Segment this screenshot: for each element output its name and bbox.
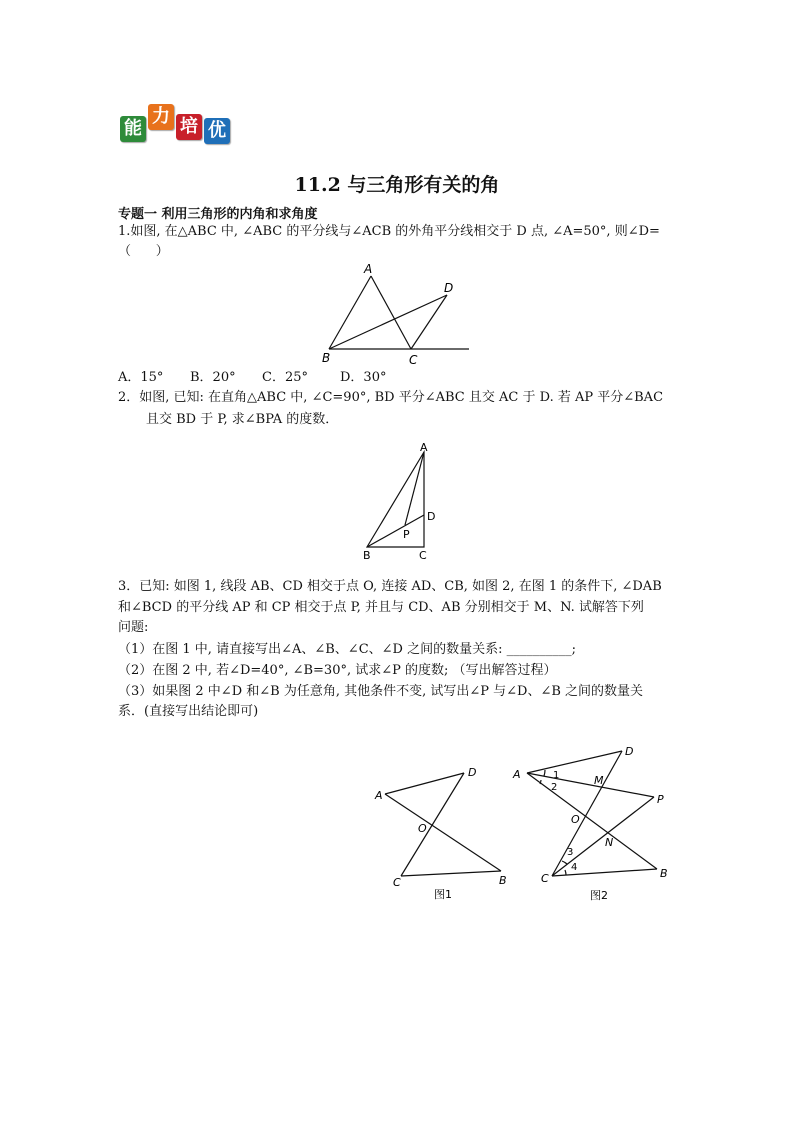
fig2-label-d: D: [625, 745, 634, 758]
q3-stem-line1: 3．已知: 如图 1, 线段 AB、CD 相交于点 O, 连接 AD、CB, 如图 2, 在图 1 的条件下, ∠DAB: [118, 579, 662, 594]
fig2-caption: 图2: [590, 889, 608, 902]
fig2-angle-3-arc: [562, 861, 567, 864]
q1-label-b: B: [322, 351, 331, 365]
q2-label-b: B: [363, 549, 371, 562]
fig2-label-o: O: [571, 813, 580, 826]
q2-stem-line2: 且交 BD 于 P, 求∠BPA 的度数．: [146, 412, 339, 427]
fig2-segment-ad: [527, 751, 622, 773]
q2-label-d: D: [427, 510, 436, 523]
fig2-angle-4: 4: [571, 862, 578, 873]
q2-stem-line1: 2．如图, 已知: 在直角△ABC 中, ∠C=90°, BD 平分∠ABC 且交 AC 于 D. 若 AP 平分∠BAC: [118, 390, 664, 405]
q1-stem-line2: （ ）: [118, 244, 169, 259]
fig1-label-o: O: [418, 822, 427, 835]
q1-stem-line1: 1.如图, 在△ABC 中, ∠ABC 的平分线与∠ACB 的外角平分线相交于 D 点, ∠A=50°, 则∠D=: [118, 224, 660, 239]
q1-option-c: C．25°: [262, 370, 308, 385]
q3-sub1: （1）在图 1 中, 请直接写出∠A、∠B、∠C、∠D 之间的数量关系: __________;: [118, 642, 576, 657]
q2-label-c: C: [419, 549, 427, 562]
fig2-label-m: M: [594, 774, 604, 787]
fig1-label-c: C: [393, 876, 401, 889]
fig2-segment-cd: [552, 751, 622, 876]
q1-label-a: A: [364, 262, 373, 276]
fig2-segment-ab: [527, 773, 657, 869]
fig2-angle-2: 2: [551, 782, 558, 793]
fig2-bisector-cp: [552, 797, 654, 876]
fig1-label-b: B: [499, 874, 507, 887]
q2-label-p: P: [403, 528, 410, 541]
q2-label-a: A: [420, 441, 428, 454]
fig1-caption: 图1: [434, 888, 452, 901]
q1-label-c: C: [409, 353, 418, 367]
q3-stem-line3: 问题:: [118, 620, 149, 635]
fig1-label-d: D: [468, 766, 477, 779]
fig2-label-p: P: [657, 793, 664, 806]
q1-option-b: B．20°: [190, 370, 236, 385]
q3-stem-line2: 和∠BCD 的平分线 AP 和 CP 相交于点 P, 并且与 CD、AB 分别相交于 M、N. 试解答下列: [118, 600, 644, 615]
logo-tile-4: 优: [204, 118, 230, 144]
q1-label-d: D: [444, 281, 454, 295]
fig2-label-a: A: [513, 768, 521, 781]
fig2-angle-4-arc: [565, 870, 566, 875]
page-title: 11.2 与三角形有关的角: [294, 174, 500, 196]
fig1-label-a: A: [375, 789, 383, 802]
q1-option-a: A．15°: [118, 370, 164, 385]
section-heading: 专题一 利用三角形的内角和求角度: [118, 207, 318, 222]
fig2-label-c: C: [541, 872, 549, 885]
q3-sub3-line2: 系．(直接写出结论即可): [118, 704, 259, 719]
q3-sub3-line1: （3）如果图 2 中∠D 和∠B 为任意角, 其他条件不变, 试写出∠P 与∠D、∠B 之间的数量关: [118, 684, 644, 699]
fig2-angle-2-arc: [540, 780, 541, 784]
fig2-angle-1: 1: [553, 770, 560, 781]
fig2-label-b: B: [660, 867, 668, 880]
fig2-bisector-ap: [527, 773, 654, 797]
fig2-angle-1-arc: [544, 770, 545, 776]
logo-tile-1: 能: [120, 116, 146, 142]
q1-option-d: D．30°: [340, 370, 387, 385]
logo-tile-2: 力: [148, 104, 174, 130]
fig2-label-n: N: [605, 836, 614, 849]
fig2-segment-cb: [552, 869, 657, 876]
q3-sub2: （2）在图 2 中, 若∠D=40°, ∠B=30°, 试求∠P 的度数; （写出解答过程）: [118, 663, 557, 678]
fig2-angle-3: 3: [567, 847, 574, 858]
logo-tile-3: 培: [176, 114, 202, 140]
